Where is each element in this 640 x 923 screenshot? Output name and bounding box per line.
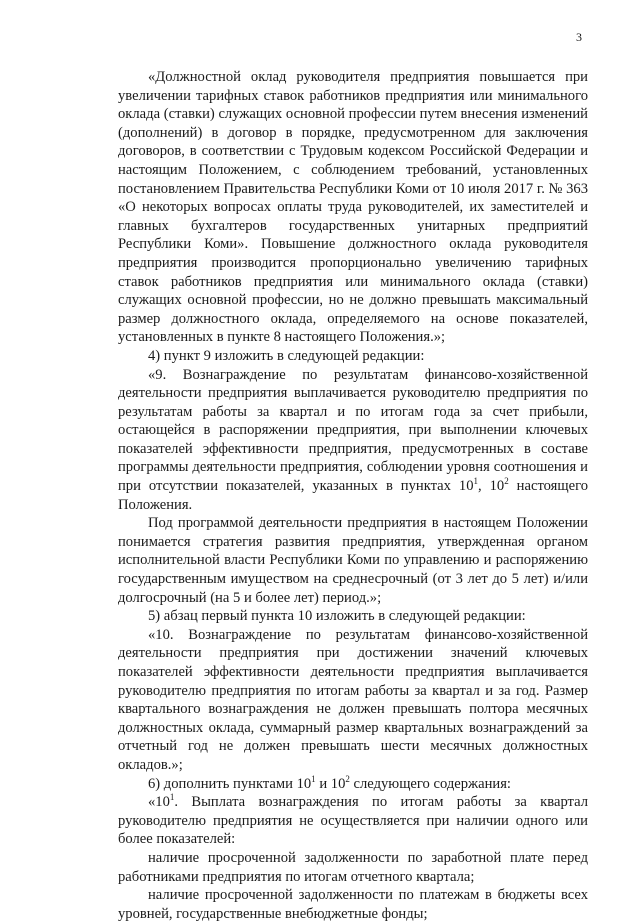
paragraph-item-5: 5) абзац первый пункта 10 изложить в следующей редакции: bbox=[148, 608, 526, 625]
paragraph-program-definition: Под программой деятельности предприятия в настоящем Положении понимается стратегия развития предприятия, утвержденная органом исполнительной власти Республики Коми по управлению и распоряжению государственным имуществом на среднесрочный (от 3 лет до 5 лет) и/или долгосрочный (на 5 и более лет) период.»; bbox=[118, 515, 588, 606]
page-number: 3 bbox=[576, 30, 582, 44]
paragraph-wage-arrears: наличие просроченной задолженности по заработной плате перед работниками предприятия по итогам отчетного квартала; bbox=[118, 849, 588, 885]
document-body bbox=[118, 68, 588, 923]
paragraph-clause-10-1: «$10^1$. Выплата вознаграждения по итогам работы за квартал руководителю предприятия не осуществляется при наличии одного или более показателей: bbox=[118, 792, 588, 848]
paragraph-item-4: 4) пункт 9 изложить в следующей редакции: bbox=[148, 347, 425, 364]
paragraph-clause-9: «9. Вознаграждение по результатам финансово-хозяйственной деятельности предприятия выплачивается руководителю предприятия по результатам работы за квартал и по итогам года за счет прибыли, остающейся в распоряжении предприятия, при выполнении ключевых показателей эффективности предприятия, предусмотренных в составе программы деятельности предприятия, соблюдении уровня соотношения и при отсутствии показателей, указанных в пунктах $10^1$, $10^2$ настоящего Положения. bbox=[118, 366, 588, 513]
paragraph-budget-arrears: наличие просроченной задолженности по платежам в бюджеты всех уровней, государственные внебюджетные фонды; bbox=[118, 887, 588, 922]
paragraph-salary-increase: «Должностной оклад руководителя предприятия повышается при увеличении тарифных ставок работников предприятия или минимального оклада (ставки) служащих основной профессии путем внесения изменений (дополнений) в договор в порядке, предусмотренном для заключения договоров, в соответствии с Трудовым кодексом Российской Федерации и настоящим Положением, с соблюдением требований, установленных постановлением Правительства Республики Коми от 10 июля 2017 г. № 363 «О некоторых вопросах оплаты труда руководителей, их заместителей и главных бухгалтеров государственных унитарных предприятий Республики Коми». Повышение должностного оклада руководителя предприятия производится пропорционально увеличению тарифных ставок работников предприятия или минимального оклада (ставки) служащих основной профессии, но не должно превышать максимальный размер должностного оклада, определяемого на основе показателей, установленных в пункте 8 настоящего Положения.»; bbox=[118, 69, 588, 346]
paragraph-clause-10: «10. Вознаграждение по результатам финансово-хозяйственной деятельности предприятия при достижении значений ключевых показателей эффективности деятельности предприятия выплачивается руководителю предприятия по итогам работы за квартал и за год. Размер квартального вознаграждения не должен превышать полтора месячных должностных оклада, суммарный размер квартальных вознаграждений за отчетный год не должен превышать шести месячных должностных окладов.»; bbox=[118, 626, 588, 773]
paragraph-item-6: 6) дополнить пунктами $10^1$ и $10^2$ следующего содержания: bbox=[148, 773, 511, 792]
